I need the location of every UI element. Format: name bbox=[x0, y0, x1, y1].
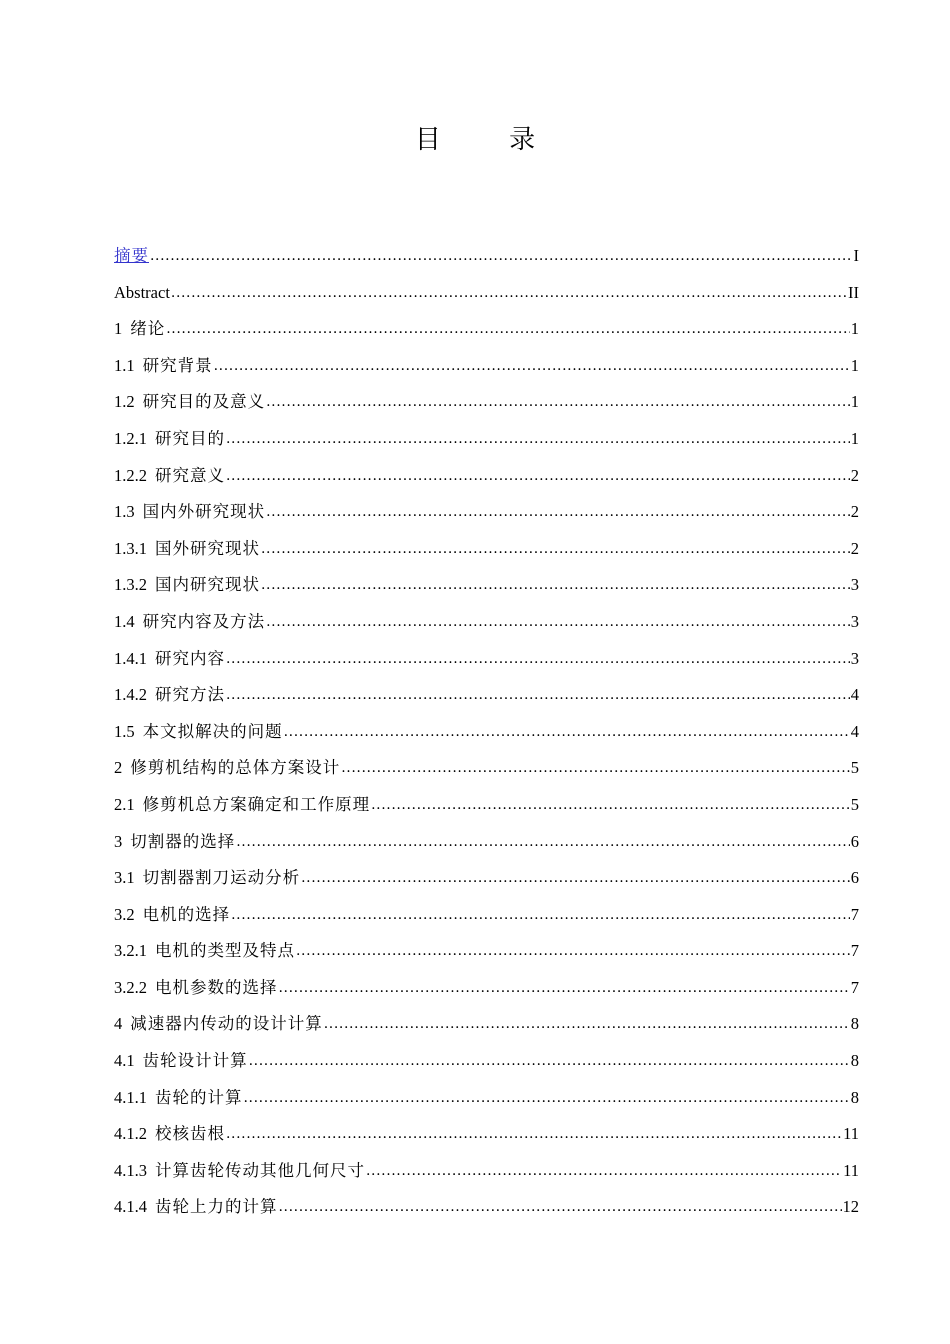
toc-entry-page-number: 1 bbox=[850, 392, 859, 412]
toc-entry-label: 国外研究现状 bbox=[155, 538, 260, 558]
toc-entry-number: 1.3.2 bbox=[114, 575, 147, 595]
toc-entry-page-number: II bbox=[848, 282, 859, 302]
toc-entry-page-number: 2 bbox=[850, 538, 859, 558]
toc-entry-text bbox=[114, 531, 260, 568]
toc-entry-number: 3 bbox=[114, 831, 123, 851]
toc-entry-label: 齿轮设计计算 bbox=[142, 1051, 248, 1071]
toc-entry[interactable] bbox=[114, 750, 859, 787]
toc-entry[interactable] bbox=[114, 311, 859, 348]
toc-entry-label: 电机参数的选择 bbox=[155, 977, 278, 997]
dot-leader bbox=[231, 896, 850, 934]
toc-entry-number: 1.3 bbox=[114, 502, 135, 522]
toc-entry[interactable] bbox=[114, 531, 859, 568]
dot-leader bbox=[266, 493, 850, 531]
toc-entry-text bbox=[114, 787, 370, 824]
dot-leader bbox=[226, 676, 850, 714]
toc-entry-label: 切割器的选择 bbox=[130, 831, 236, 851]
toc-entry[interactable] bbox=[114, 714, 859, 751]
toc-entry-text bbox=[114, 1153, 365, 1190]
toc-entry-text bbox=[114, 933, 295, 970]
toc-entry-page-number: 1 bbox=[850, 319, 859, 339]
dot-leader bbox=[166, 310, 850, 348]
toc-entry-number: 4.1 bbox=[114, 1051, 135, 1071]
toc-entry-text bbox=[114, 897, 230, 934]
toc-entry-number: 2 bbox=[114, 758, 123, 778]
toc-entry-number: 1.2 bbox=[114, 392, 135, 412]
toc-entry-label: 齿轮的计算 bbox=[155, 1087, 243, 1107]
toc-entry-page-number: 4 bbox=[850, 685, 859, 705]
toc-entry-label: 校核齿根 bbox=[155, 1124, 225, 1144]
dot-leader bbox=[266, 603, 850, 641]
toc-entry-label: 研究内容及方法 bbox=[142, 611, 266, 631]
toc-entry-number: 3.2.1 bbox=[114, 941, 147, 961]
toc-entry[interactable] bbox=[114, 458, 859, 495]
dot-leader bbox=[324, 1005, 850, 1043]
toc-entry-number: 3.1 bbox=[114, 868, 135, 888]
toc-entry-text bbox=[114, 1116, 225, 1153]
toc-entry-page-number: 3 bbox=[850, 611, 859, 631]
toc-entry[interactable] bbox=[114, 348, 859, 385]
toc-entry-label: 齿轮上力的计算 bbox=[155, 1197, 278, 1217]
page-title: 目 录 bbox=[414, 125, 566, 155]
toc-entry-number: 3.2.2 bbox=[114, 977, 147, 997]
toc-entry-page-number: 8 bbox=[850, 1014, 859, 1034]
toc-entry-number: 3.2 bbox=[114, 904, 135, 924]
dot-leader bbox=[284, 713, 850, 751]
toc-entry-label: 研究方法 bbox=[155, 685, 225, 705]
toc-entry-text bbox=[114, 384, 265, 421]
toc-entry-label: 电机的类型及特点 bbox=[155, 941, 295, 961]
dot-leader bbox=[279, 969, 850, 1007]
toc-entry[interactable] bbox=[114, 421, 859, 458]
toc-entry-text bbox=[114, 348, 213, 385]
toc-entry-page-number: 5 bbox=[850, 794, 859, 814]
toc-entry-label: Abstract bbox=[114, 282, 170, 302]
dot-leader bbox=[226, 420, 850, 458]
toc-entry-text bbox=[114, 1043, 248, 1080]
toc-entry-number: 4.1.4 bbox=[114, 1197, 147, 1217]
toc-entry-page-number: 6 bbox=[850, 831, 859, 851]
toc-entry-number: 4 bbox=[114, 1014, 123, 1034]
dot-leader bbox=[226, 1115, 842, 1153]
toc-entry-text bbox=[114, 275, 170, 312]
toc-entry-page-number: 4 bbox=[850, 721, 859, 741]
toc-entry-text bbox=[114, 641, 225, 678]
toc-entry-label: 计算齿轮传动其他几何尺寸 bbox=[155, 1160, 365, 1180]
toc-entry-label: 研究目的 bbox=[155, 428, 225, 448]
toc-entry-page-number: 11 bbox=[843, 1124, 859, 1144]
toc-entry-page-number: 3 bbox=[850, 575, 859, 595]
toc-entry[interactable] bbox=[114, 494, 859, 531]
toc-entry-page-number: 2 bbox=[850, 502, 859, 522]
toc-entry-text bbox=[114, 458, 225, 495]
dot-leader bbox=[244, 1079, 850, 1117]
toc-entry-text bbox=[114, 567, 260, 604]
dot-leader bbox=[296, 932, 850, 970]
toc-entry[interactable] bbox=[114, 238, 859, 275]
toc-entry-page-number: 11 bbox=[843, 1160, 859, 1180]
toc-entry-label: 切割器割刀运动分析 bbox=[142, 868, 301, 888]
toc-entry[interactable] bbox=[114, 384, 859, 421]
dot-leader bbox=[214, 347, 850, 385]
toc-entry-number: 1.3.1 bbox=[114, 538, 147, 558]
toc-entry-page-number: 1 bbox=[850, 355, 859, 375]
toc-entry-number: 1.4.2 bbox=[114, 685, 147, 705]
toc-entry-page-number: 1 bbox=[850, 428, 859, 448]
toc-entry-label: 绪论 bbox=[130, 319, 166, 339]
toc-entry-label: 修剪机总方案确定和工作原理 bbox=[142, 794, 371, 814]
dot-leader bbox=[279, 1188, 842, 1226]
toc-entry[interactable] bbox=[114, 1116, 859, 1153]
toc-entry[interactable] bbox=[114, 970, 859, 1007]
toc-entry-label: 电机的选择 bbox=[142, 904, 231, 924]
toc-entry-page-number: 12 bbox=[842, 1197, 859, 1217]
toc-entry-text bbox=[114, 1080, 243, 1117]
toc-entry-text bbox=[114, 421, 225, 458]
toc-entry-page-number: 7 bbox=[850, 941, 859, 961]
dot-leader bbox=[249, 1042, 850, 1080]
dot-leader bbox=[301, 859, 850, 897]
dot-leader bbox=[226, 457, 850, 495]
toc-entry[interactable] bbox=[114, 897, 859, 934]
toc-entry-page-number: 8 bbox=[850, 1051, 859, 1071]
toc-entry-link[interactable]: 摘要 bbox=[114, 246, 149, 265]
toc-entry[interactable] bbox=[114, 604, 859, 641]
toc-entry[interactable] bbox=[114, 275, 859, 312]
dot-leader bbox=[226, 640, 850, 678]
toc-entry-number: 1.2.2 bbox=[114, 465, 147, 485]
toc-entry[interactable] bbox=[114, 1080, 859, 1117]
toc-entry-number: 4.1.3 bbox=[114, 1160, 147, 1180]
toc-entry-text bbox=[114, 311, 165, 348]
toc-entry-text bbox=[114, 714, 283, 751]
toc-entry[interactable] bbox=[114, 933, 859, 970]
toc-entry-label: 研究内容 bbox=[155, 648, 225, 668]
toc-entry-text bbox=[114, 604, 265, 641]
dot-leader bbox=[171, 274, 847, 312]
toc-entry[interactable] bbox=[114, 824, 859, 861]
toc-entry-page-number: 7 bbox=[850, 977, 859, 997]
toc-entry-label: 减速器内传动的设计计算 bbox=[130, 1014, 323, 1034]
toc-entry-label: 修剪机结构的总体方案设计 bbox=[130, 758, 341, 778]
dot-leader bbox=[266, 383, 850, 421]
toc-entry-text bbox=[114, 750, 340, 787]
dot-leader bbox=[261, 566, 850, 604]
toc-entry[interactable] bbox=[114, 860, 859, 897]
toc-entry-page-number: 8 bbox=[850, 1087, 859, 1107]
toc-entry-text bbox=[114, 238, 149, 275]
toc-entry[interactable] bbox=[114, 787, 859, 824]
toc-entry-number: 1 bbox=[114, 319, 123, 339]
toc-entry-text bbox=[114, 1006, 323, 1043]
toc-entry[interactable] bbox=[114, 1006, 859, 1043]
toc-entry-page-number: 6 bbox=[850, 868, 859, 888]
toc-entry-text bbox=[114, 494, 265, 531]
toc-entry[interactable] bbox=[114, 641, 859, 678]
toc-entry-text bbox=[114, 824, 235, 861]
toc-entry-number: 1.5 bbox=[114, 721, 135, 741]
toc-entry-label: 研究意义 bbox=[155, 465, 225, 485]
toc-entry-number: 2.1 bbox=[114, 794, 135, 814]
toc-entry-number: 4.1.2 bbox=[114, 1124, 147, 1144]
toc-entry-text bbox=[114, 970, 278, 1007]
dot-leader bbox=[261, 530, 850, 568]
toc-entry[interactable] bbox=[114, 677, 859, 714]
toc-entry-text bbox=[114, 860, 300, 897]
toc-entry-text bbox=[114, 1189, 278, 1226]
dot-leader bbox=[236, 823, 850, 861]
toc-entry-text bbox=[114, 677, 225, 714]
toc-entry-number: 1.2.1 bbox=[114, 428, 147, 448]
toc-entry-label: 国内研究现状 bbox=[155, 575, 260, 595]
toc-entry-page-number: 7 bbox=[850, 904, 859, 924]
toc-entry-number: 1.4 bbox=[114, 611, 135, 631]
toc-entry-page-number: 3 bbox=[850, 648, 859, 668]
toc-entry-page-number: I bbox=[853, 246, 859, 265]
table-of-contents bbox=[114, 238, 859, 1226]
toc-entry-label: 本文拟解决的问题 bbox=[142, 721, 283, 741]
toc-entry[interactable] bbox=[114, 567, 859, 604]
toc-entry[interactable] bbox=[114, 1189, 859, 1226]
toc-entry[interactable] bbox=[114, 1043, 859, 1080]
toc-entry-page-number: 2 bbox=[850, 465, 859, 485]
toc-entry-label: 研究目的及意义 bbox=[142, 392, 266, 412]
toc-entry-label: 研究背景 bbox=[142, 355, 213, 375]
toc-entry-page-number: 5 bbox=[850, 758, 859, 778]
toc-entry-number: 1.4.1 bbox=[114, 648, 147, 668]
dot-leader bbox=[150, 237, 853, 275]
dot-leader bbox=[371, 786, 850, 824]
toc-entry-number: 4.1.1 bbox=[114, 1087, 147, 1107]
toc-entry[interactable] bbox=[114, 1153, 859, 1190]
dot-leader bbox=[341, 749, 850, 787]
dot-leader bbox=[366, 1152, 842, 1190]
toc-entry-number: 1.1 bbox=[114, 355, 135, 375]
toc-entry-label: 国内外研究现状 bbox=[142, 502, 266, 522]
